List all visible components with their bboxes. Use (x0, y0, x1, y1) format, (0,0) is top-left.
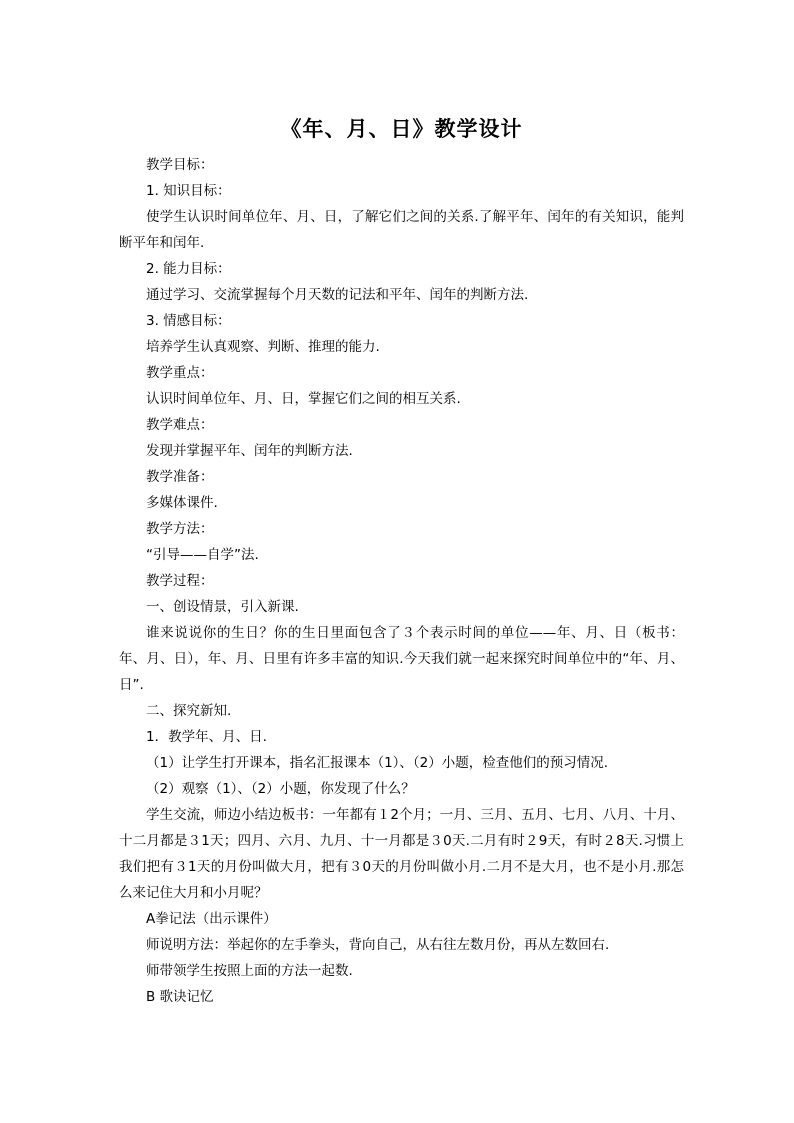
paragraph-process: 教学过程： (146, 573, 214, 589)
document-page (119, 112, 684, 1010)
paragraph-section-two: 二、探究新知. (146, 703, 232, 719)
paragraph-section-one-text: 谁来说说你的生日？你的生日里面包含了３个表示时间的单位——年、月、日（板书：年、月、日），年、月、日里有许多丰富的知识.今天我们就一起来探究时间单位中的“年、月、日”. (119, 625, 684, 693)
paragraph-teaching-goals: 教学目标： (146, 157, 214, 173)
paragraph-key-points-text: 认识时间单位年、月、日，掌握它们之间的相互关系. (146, 391, 461, 407)
paragraph-section-one: 一、创设情景，引入新课. (146, 599, 299, 615)
paragraph-teach-ymd: 1．教学年、月、日. (146, 729, 267, 745)
paragraph-knowledge-goal-text: 使学生认识时间单位年、月、日，了解它们之间的关系.了解平年、闰年的有关知识，能判断平年和闰年. (119, 209, 684, 251)
paragraph-key-points: 教学重点： (146, 365, 214, 381)
paragraph-difficulties-text: 发现并掌握平年、闰年的判断方法. (146, 443, 353, 459)
paragraph-emotion-goal-text: 培养学生认真观察、判断、推理的能力. (146, 339, 380, 355)
paragraph-summary: 学生交流，师边小结边板书：一年都有１2个月；一月、三月、五月、七月、八月、十月、十二月都是３1天；四月、六月、九月、十一月都是３0天.二月有时２9天，有时２8天.习惯上我们把有３1天的月份叫做大月，把有３0天的月份叫做小月.二月不是大月，也不是小月.那怎么来记住大月和小月呢？ (119, 807, 684, 901)
paragraph-preparation-text: 多媒体课件. (146, 495, 218, 511)
paragraph-fist-method-explain: 师说明方法：举起你的左手拳头，背向自己，从右往左数月份，再从左数回右. (146, 937, 610, 953)
paragraph-knowledge-goal: 1. 知识目标： (146, 183, 231, 199)
paragraph-step-1: （1）让学生打开课本，指名汇报课本（1）、（2）小题，检查他们的预习情况. (146, 755, 609, 771)
paragraph-fist-method-practice: 师带领学生按照上面的方法一起数. (146, 963, 353, 979)
paragraph-rhyme-memory: B 歌诀记忆 (146, 989, 214, 1005)
paragraph-method: 教学方法： (146, 521, 214, 537)
paragraph-fist-method: A拳记法（出示课件） (146, 911, 277, 927)
document-title: 《年、月、日》教学设计 (280, 117, 523, 141)
paragraph-ability-goal-text: 通过学习、交流掌握每个月天数的记法和平年、闰年的判断方法. (146, 287, 529, 303)
paragraph-step-2: （2）观察（1）、（2）小题，你发现了什么？ (146, 781, 415, 797)
paragraph-emotion-goal: 3. 情感目标： (146, 313, 231, 329)
paragraph-method-text: “引导——自学”法. (146, 547, 259, 563)
paragraph-ability-goal: 2. 能力目标： (146, 261, 231, 277)
paragraph-difficulties: 教学难点： (146, 417, 214, 433)
paragraph-preparation: 教学准备： (146, 469, 214, 485)
